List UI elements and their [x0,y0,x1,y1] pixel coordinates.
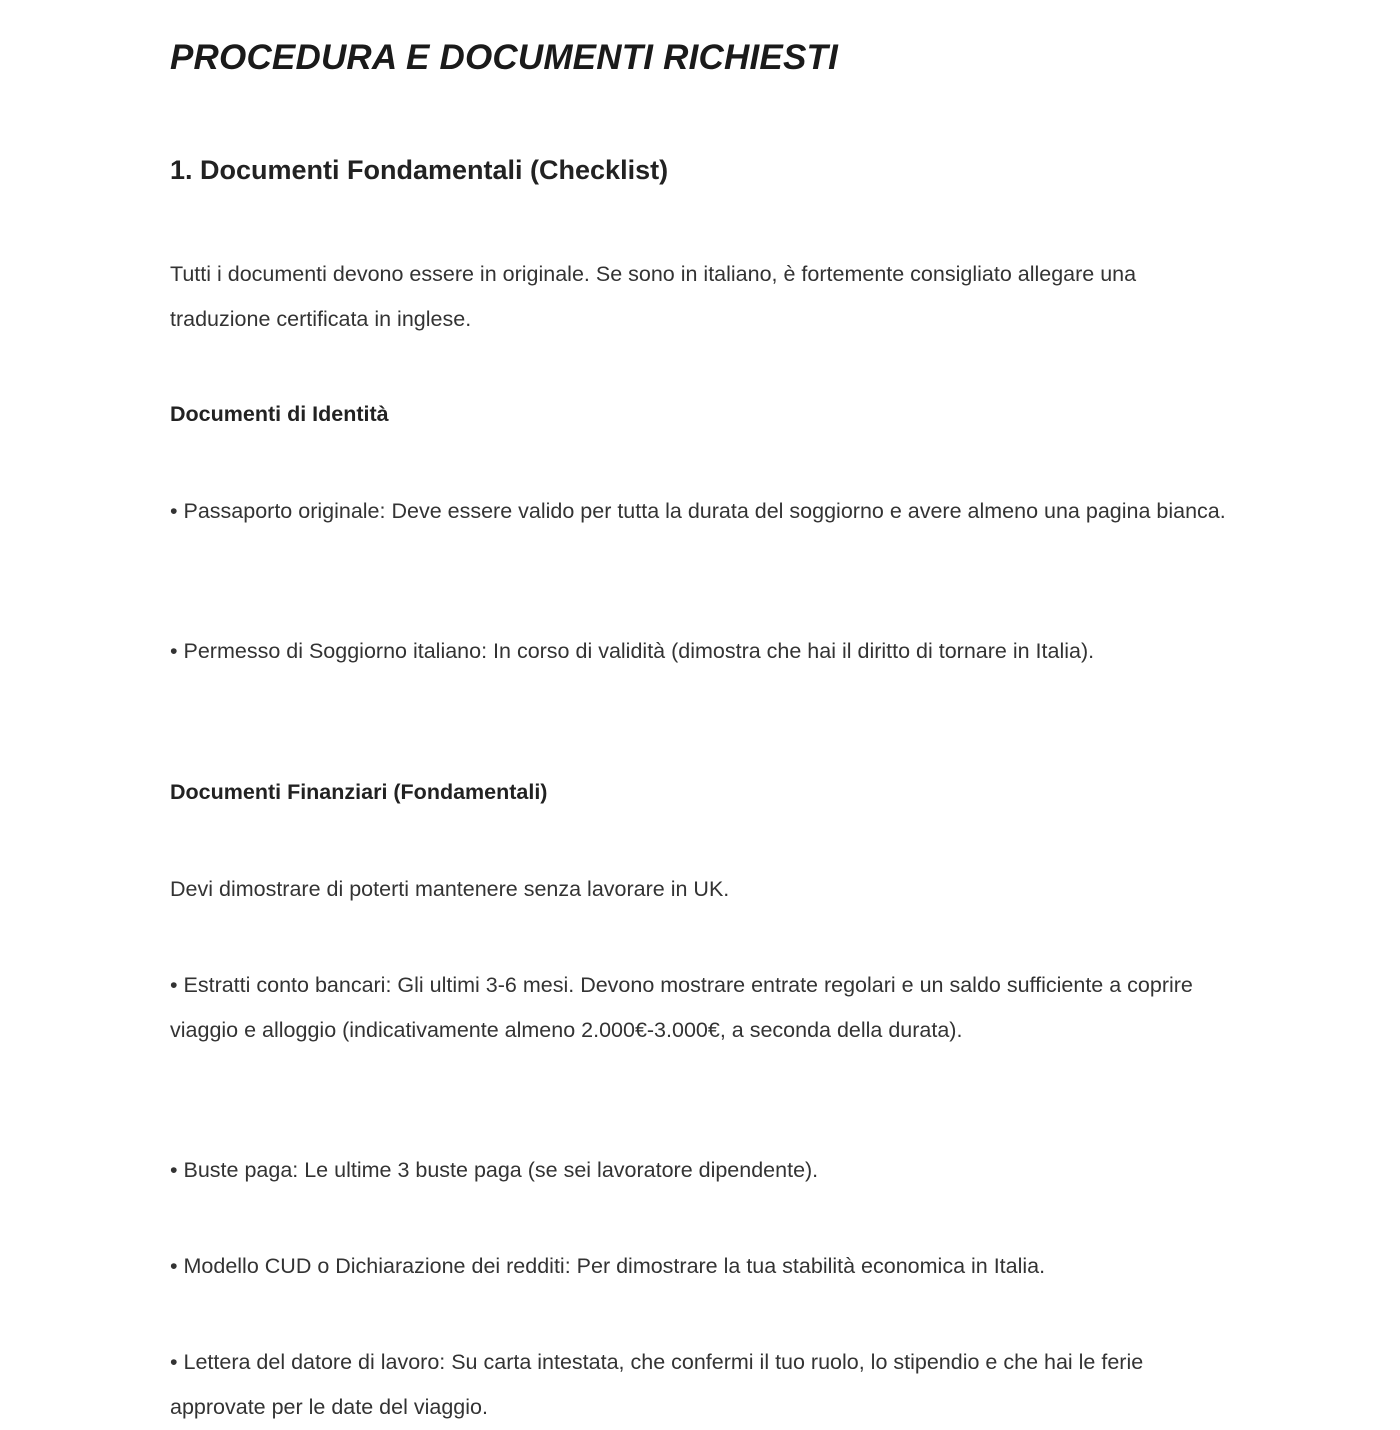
list-item-buste-paga: • Buste paga: Le ultime 3 buste paga (se sei lavoratore dipendente). [170,1158,819,1182]
list-item-modello-cud: • Modello CUD o Dichiarazione dei redditi: Per dimostrare la tua stabilità economica in Italia. [170,1254,1046,1278]
list-item-lettera-datore: • Lettera del datore di lavoro: Su carta intestata, che confermi il tuo ruolo, lo stipendio e che hai le ferie approvate per le date del viaggio. [170,1350,1144,1419]
intro-paragraph: Tutti i documenti devono essere in originale. Se sono in italiano, è fortemente consigliato allegare una traduzione certificata in inglese. [170,262,1137,331]
list-item-permesso-soggiorno: • Permesso di Soggiorno italiano: In corso di validità (dimostra che hai il diritto di tornare in Italia). [170,639,1095,663]
financial-intro-paragraph: Devi dimostrare di poterti mantenere senza lavorare in UK. [170,877,730,901]
list-item-estratti-conto: • Estratti conto bancari: Gli ultimi 3-6 mesi. Devono mostrare entrate regolari e un saldo sufficiente a coprire viaggio e alloggio (indicativamente almeno 2.000€-3.000€, a seconda della durata). [170,973,1193,1042]
document-title: PROCEDURA E DOCUMENTI RICHIESTI [170,38,838,77]
subheading-documenti-finanziari: Documenti Finanziari (Fondamentali) [170,780,548,804]
list-item-passaporto: • Passaporto originale: Deve essere valido per tutta la durata del soggiorno e avere almeno una pagina bianca. [170,499,1226,523]
subheading-documenti-identita: Documenti di Identità [170,402,389,426]
section-heading-documenti-fondamentali: 1. Documenti Fondamentali (Checklist) [170,155,669,185]
